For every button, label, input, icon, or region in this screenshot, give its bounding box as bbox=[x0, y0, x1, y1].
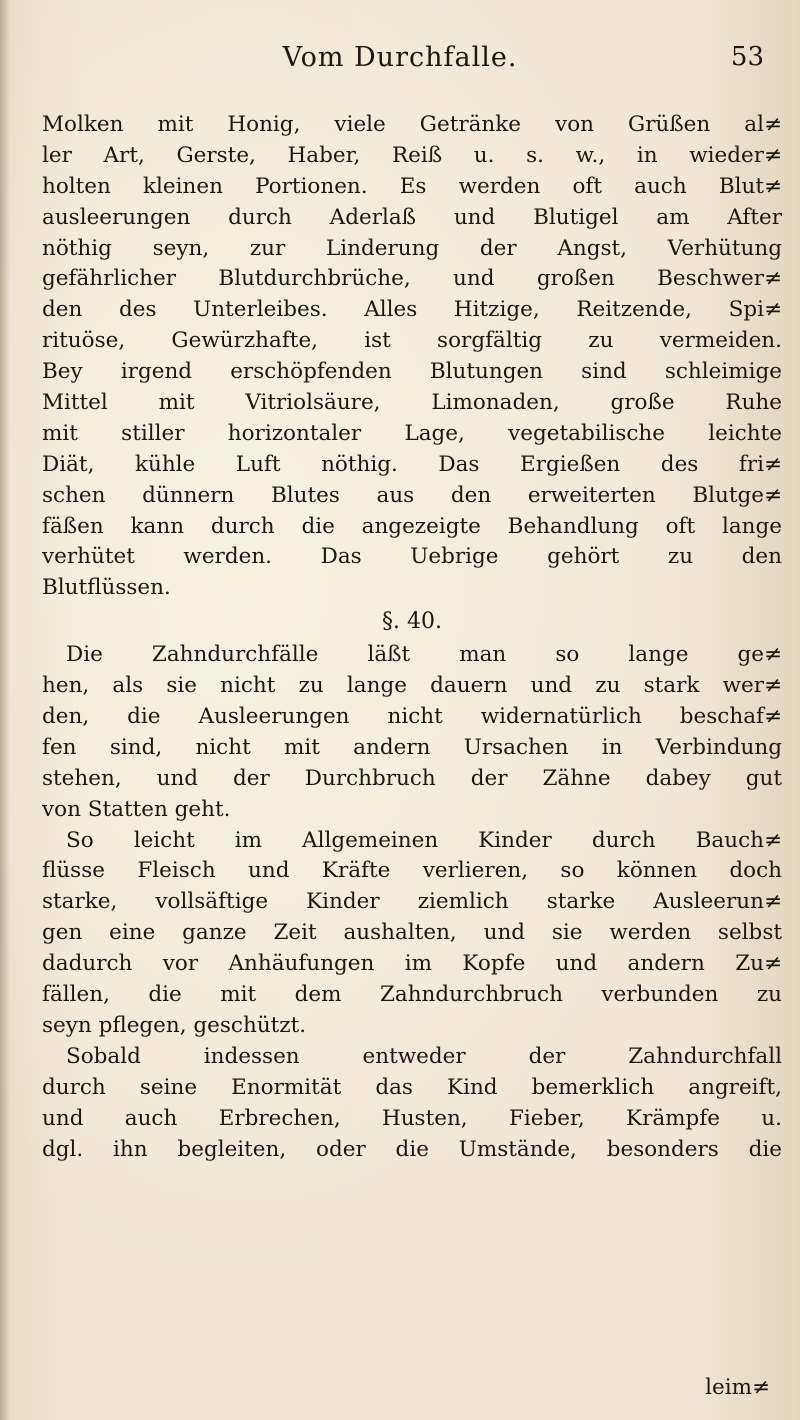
running-head: Vom Durchfalle. bbox=[282, 42, 518, 73]
text-line: durch seine Enormität das Kind bemerklich angreift, bbox=[42, 1074, 782, 1100]
text-line: hen, als sie nicht zu lange dauern und zu stark wer≠ bbox=[42, 673, 782, 699]
text-line: schen dünnern Blutes aus den erweiterten Blutge≠ bbox=[42, 482, 782, 508]
text-line: Blutflüssen. bbox=[42, 575, 171, 601]
text-line: So leicht im Allgemeinen Kinder durch Bauch≠ bbox=[66, 827, 782, 853]
text-line: starke, vollsäftige Kinder ziemlich starke Ausleerun≠ bbox=[42, 889, 782, 915]
page-gutter-shadow bbox=[0, 0, 10, 1420]
text-line: fällen, die mit dem Zahndurchbruch verbunden zu bbox=[42, 982, 782, 1008]
text-line: Mittel mit Vitriolsäure, Limonaden, große Ruhe bbox=[42, 390, 782, 416]
text-line: gen eine ganze Zeit aushalten, und sie werden selbst bbox=[42, 920, 782, 946]
text-line: Bey irgend erschöpfenden Blutungen sind schleimige bbox=[42, 359, 782, 385]
text-line: den, die Ausleerungen nicht widernatürlich beschaf≠ bbox=[42, 704, 782, 730]
paragraph bbox=[42, 640, 782, 825]
page-number: 53 bbox=[730, 42, 764, 72]
page-body bbox=[42, 110, 782, 1165]
paragraph bbox=[42, 826, 782, 1042]
text-line: mit stiller horizontaler Lage, vegetabilische leichte bbox=[42, 420, 782, 446]
section-heading: §. 40. bbox=[382, 609, 442, 635]
text-line: stehen, und der Durchbruch der Zähne dabey gut bbox=[42, 765, 782, 791]
text-line: Molken mit Honig, viele Getränke von Grüßen al≠ bbox=[42, 112, 782, 137]
text-line: ausleerungen durch Aderlaß und Blutigel am After bbox=[42, 204, 782, 230]
text-line: von Statten geht. bbox=[42, 796, 231, 822]
text-line: holten kleinen Portionen. Es werden oft auch Blut≠ bbox=[42, 173, 782, 199]
catchword: leim≠ bbox=[705, 1375, 770, 1400]
text-line: Die Zahndurchfälle läßt man so lange ge≠ bbox=[66, 642, 782, 668]
paragraph bbox=[42, 110, 782, 604]
text-line: nöthig seyn, zur Linderung der Angst, Verhütung bbox=[42, 235, 782, 261]
paragraph bbox=[42, 1042, 782, 1166]
text-line: dgl. ihn begleiten, oder die Umstände, besonders die bbox=[42, 1136, 782, 1162]
text-line: Diät, kühle Luft nöthig. Das Ergießen des fri≠ bbox=[42, 451, 782, 477]
text-line: fäßen kann durch die angezeigte Behandlung oft lange bbox=[42, 513, 782, 539]
text-line: Sobald indessen entweder der Zahndurchfall bbox=[66, 1043, 782, 1069]
text-line: dadurch vor Anhäufungen im Kopfe und andern Zu≠ bbox=[42, 951, 782, 977]
text-line: und auch Erbrechen, Husten, Fieber, Krämpfe u. bbox=[42, 1105, 782, 1131]
text-line: rituöse, Gewürzhafte, ist sorgfältig zu vermeiden. bbox=[42, 328, 782, 354]
text-line: fen sind, nicht mit andern Ursachen in Verbindung bbox=[42, 734, 782, 760]
text-line: seyn pflegen, geschützt. bbox=[42, 1012, 307, 1038]
text-line: gefährlicher Blutdurchbrüche, und großen Beschwer≠ bbox=[42, 266, 782, 292]
page-header bbox=[0, 42, 800, 82]
text-line: den des Unterleibes. Alles Hitzige, Reitzende, Spi≠ bbox=[42, 297, 782, 323]
text-line: verhütet werden. Das Uebrige gehört zu den bbox=[42, 544, 782, 570]
text-line: ler Art, Gerste, Haber, Reiß u. s. w., in wieder≠ bbox=[42, 142, 782, 168]
text-line: flüsse Fleisch und Kräfte verlieren, so können doch bbox=[42, 858, 782, 884]
